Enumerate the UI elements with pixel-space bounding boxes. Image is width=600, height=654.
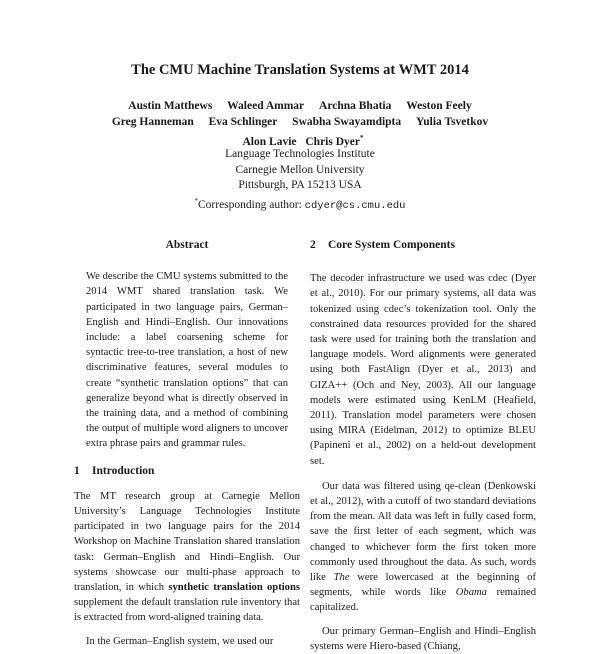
- left-column: [74, 238, 300, 649]
- author-name: Eva Schlinger: [208, 116, 278, 128]
- section-heading-core: 2 Core System Components: [310, 239, 455, 251]
- core-paragraph-1: The decoder infrastructure we used was cdec (Dyer et al., 2010). For our primary systems, all data was tokenized using cdec’s tokenization tool. Only the constrained data resources provided for the shared task were used for training both the translation and language models. Word alignments were generated using both FastAlign (Dyer et al., 2013) and GIZA++ (Och and Ney, 2003). All our language models were estimated using KenLM (Heafield, 2011). Translation model parameters were chosen using MIRA (Eidelman, 2012) to optimize BLEU (Papineni et al., 2002) on a held-out development set.: [310, 273, 536, 467]
- author-name: Archna Bhatia: [319, 100, 392, 112]
- author-name: Austin Matthews: [128, 100, 213, 112]
- intro-paragraph-1: The MT research group at Carnegie Mellon University’s Language Technologies Institute participated in two language pairs for the 2014 Workshop on Machine Translation shared translation task: German–English and Hindi–English. Our systems showcase our multi-phase approach to translation, in which synthetic translation options supplement the default translation rule inventory that is extracted from word-aligned training data.: [74, 490, 300, 624]
- author-name: Greg Hanneman: [111, 116, 194, 128]
- intro-paragraph-2: In the German–English system, we used our: [86, 635, 274, 647]
- paper-title: The CMU Machine Translation Systems at WMT 2014: [131, 62, 469, 78]
- university: Carnegie Mellon University: [235, 163, 365, 176]
- institute: Language Technologies Institute: [225, 148, 375, 160]
- affiliation: [0, 147, 600, 214]
- corresponding-star: *: [360, 134, 364, 142]
- core-paragraph-3: Our primary German–English and Hindi–English systems were Hiero-based (Chiang,: [310, 625, 536, 652]
- city: Pittsburgh, PA 15213 USA: [238, 179, 362, 191]
- author-name: Swabha Swayamdipta: [292, 116, 402, 128]
- author-line-2: [0, 114, 600, 130]
- right-column: [310, 238, 536, 654]
- author-name: Alon Lavie: [242, 135, 297, 148]
- author-line-1: [0, 98, 600, 114]
- author-list: [0, 98, 600, 150]
- author-name: Chris Dyer*: [305, 134, 364, 148]
- author-name: Waleed Ammar: [227, 100, 305, 112]
- author-name: Weston Feely: [406, 100, 472, 112]
- email-link[interactable]: cdyer@cs.cmu.edu: [304, 199, 406, 212]
- abstract-text: We describe the CMU systems submitted to the 2014 WMT shared translation task. We participated in two language pairs, German–English and Hindi–English. Our innovations include: a label coarsening scheme for syntactic tree-to-tree translation, a host of new discriminative features, several modules to create “synthetic translation options” that can generalize beyond what is directly observed in the training data, and a method of combining the output of multiple word aligners to uncover extra phrase pairs and grammar rules.: [86, 271, 288, 450]
- corresponding-author: *Corresponding author: cdyer@cs.cmu.edu: [194, 196, 406, 212]
- section-heading-introduction: 1 Introduction: [74, 464, 155, 477]
- core-paragraph-2: Our data was filtered using qe-clean (Denkowski et al., 2012), with a cutoff of two standard deviations from the mean. All data was left in fully cased form, save the first letter of each segment, which was changed to whichever form the first token more commonly used throughout the data. As such, words like The were lowercased at the beginning of segments, while words like Obama remained capitalized.: [310, 480, 536, 614]
- abstract-heading: Abstract: [165, 239, 209, 251]
- author-name: Yulia Tsvetkov: [416, 116, 489, 128]
